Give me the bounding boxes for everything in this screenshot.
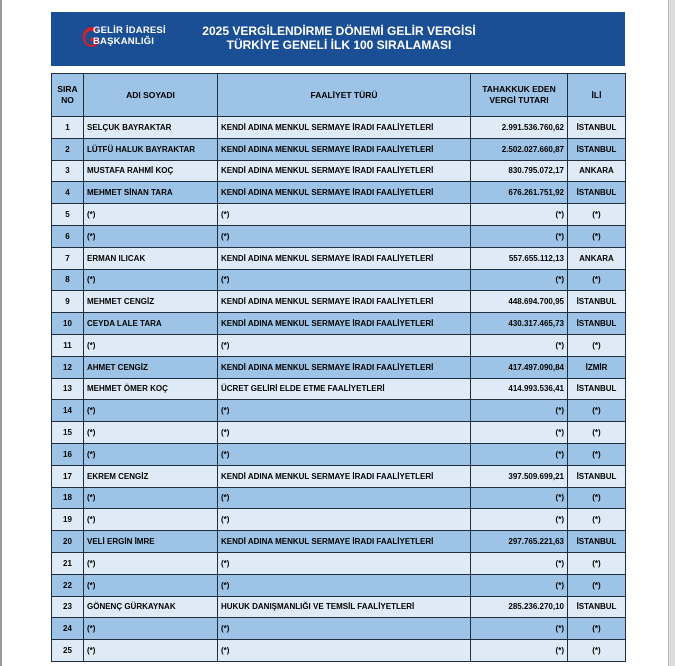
activity-cell: (*) xyxy=(218,400,471,422)
amount-cell: 417.497.090,84 xyxy=(471,356,568,378)
city-cell: (*) xyxy=(568,334,626,356)
logo-line-1: GELİR İDARESİ xyxy=(93,25,166,36)
amount-cell: (*) xyxy=(471,400,568,422)
city-cell: (*) xyxy=(568,574,626,596)
amount-cell: 414.993.536,41 xyxy=(471,378,568,400)
city-cell: ANKARA xyxy=(568,160,626,182)
name-cell: (*) xyxy=(84,204,218,226)
amount-cell: (*) xyxy=(471,509,568,531)
name-cell: VELİ ERGİN İMRE xyxy=(84,531,218,553)
amount-cell: 297.765.221,63 xyxy=(471,531,568,553)
rank-cell: 17 xyxy=(52,465,84,487)
page-right-edge xyxy=(668,0,675,666)
name-cell: (*) xyxy=(84,400,218,422)
amount-cell: (*) xyxy=(471,225,568,247)
city-cell: (*) xyxy=(568,487,626,509)
title-line-2: TÜRKİYE GENELİ İLK 100 SIRALAMASI xyxy=(226,38,452,52)
column-header-city: İLİ xyxy=(568,74,626,117)
name-cell: (*) xyxy=(84,552,218,574)
rank-cell: 19 xyxy=(52,509,84,531)
name-cell: (*) xyxy=(84,269,218,291)
ranking-table xyxy=(51,73,626,662)
name-cell: (*) xyxy=(84,422,218,444)
rank-cell: 1 xyxy=(52,117,84,139)
amount-cell: 557.655.112,13 xyxy=(471,247,568,269)
amount-cell: (*) xyxy=(471,552,568,574)
rank-cell: 25 xyxy=(52,640,84,662)
table-row xyxy=(52,596,626,618)
city-cell: İSTANBUL xyxy=(568,291,626,313)
table-row xyxy=(52,356,626,378)
name-cell: (*) xyxy=(84,574,218,596)
name-cell: MUSTAFA RAHMİ KOÇ xyxy=(84,160,218,182)
city-cell: (*) xyxy=(568,269,626,291)
rank-cell: 16 xyxy=(52,443,84,465)
table-row xyxy=(52,574,626,596)
city-cell: (*) xyxy=(568,400,626,422)
rank-cell: 23 xyxy=(52,596,84,618)
activity-cell: (*) xyxy=(218,574,471,596)
city-cell: (*) xyxy=(568,204,626,226)
name-cell: (*) xyxy=(84,509,218,531)
rank-cell: 24 xyxy=(52,618,84,640)
gib-logo xyxy=(79,24,169,56)
name-cell: CEYDA LALE TARA xyxy=(84,313,218,335)
rank-cell: 22 xyxy=(52,574,84,596)
table-body xyxy=(52,117,626,662)
table-row xyxy=(52,400,626,422)
amount-cell: 676.261.751,92 xyxy=(471,182,568,204)
table-row xyxy=(52,487,626,509)
amount-cell: 2.991.536.760,62 xyxy=(471,117,568,139)
activity-cell: KENDİ ADINA MENKUL SERMAYE İRADI FAALİYETLERİ xyxy=(218,138,471,160)
city-cell: (*) xyxy=(568,422,626,444)
amount-cell: 830.795.072,17 xyxy=(471,160,568,182)
activity-cell: (*) xyxy=(218,618,471,640)
column-header-name: ADI SOYADI xyxy=(84,74,218,117)
rank-cell: 3 xyxy=(52,160,84,182)
city-cell: (*) xyxy=(568,552,626,574)
name-cell: LÜTFÜ HALUK BAYRAKTAR xyxy=(84,138,218,160)
rank-cell: 20 xyxy=(52,531,84,553)
rank-cell: 15 xyxy=(52,422,84,444)
name-cell: (*) xyxy=(84,487,218,509)
table-row xyxy=(52,291,626,313)
city-cell: (*) xyxy=(568,443,626,465)
name-cell: GÖNENÇ GÜRKAYNAK xyxy=(84,596,218,618)
activity-cell: KENDİ ADINA MENKUL SERMAYE İRADI FAALİYETLERİ xyxy=(218,313,471,335)
name-cell: AHMET CENGİZ xyxy=(84,356,218,378)
city-cell: (*) xyxy=(568,509,626,531)
activity-cell: HUKUK DANIŞMANLIĞI VE TEMSİL FAALİYETLERİ xyxy=(218,596,471,618)
city-cell: İSTANBUL xyxy=(568,313,626,335)
activity-cell: (*) xyxy=(218,225,471,247)
rank-cell: 6 xyxy=(52,225,84,247)
activity-cell: KENDİ ADINA MENKUL SERMAYE İRADI FAALİYETLERİ xyxy=(218,182,471,204)
rank-cell: 5 xyxy=(52,204,84,226)
table-row xyxy=(52,247,626,269)
name-cell: ERMAN ILICAK xyxy=(84,247,218,269)
city-cell: İSTANBUL xyxy=(568,531,626,553)
activity-cell: (*) xyxy=(218,487,471,509)
amount-cell: (*) xyxy=(471,422,568,444)
name-cell: MEHMET CENGİZ xyxy=(84,291,218,313)
activity-cell: (*) xyxy=(218,552,471,574)
table-row xyxy=(52,160,626,182)
amount-cell: 448.694.700,95 xyxy=(471,291,568,313)
city-cell: İSTANBUL xyxy=(568,138,626,160)
rank-cell: 18 xyxy=(52,487,84,509)
activity-cell: (*) xyxy=(218,422,471,444)
table-row xyxy=(52,443,626,465)
activity-cell: KENDİ ADINA MENKUL SERMAYE İRADI FAALİYETLERİ xyxy=(218,465,471,487)
rank-cell: 14 xyxy=(52,400,84,422)
rank-cell: 11 xyxy=(52,334,84,356)
activity-cell: KENDİ ADINA MENKUL SERMAYE İRADI FAALİYETLERİ xyxy=(218,160,471,182)
name-cell: MEHMET ÖMER KOÇ xyxy=(84,378,218,400)
table-row xyxy=(52,117,626,139)
table-row xyxy=(52,334,626,356)
table-row xyxy=(52,138,626,160)
name-cell: (*) xyxy=(84,618,218,640)
table-row xyxy=(52,640,626,662)
table-row xyxy=(52,182,626,204)
table-row xyxy=(52,509,626,531)
activity-cell: KENDİ ADINA MENKUL SERMAYE İRADI FAALİYETLERİ xyxy=(218,356,471,378)
logo-line-2: BAŞKANLIĞI xyxy=(93,36,155,47)
amount-cell: (*) xyxy=(471,574,568,596)
rank-cell: 9 xyxy=(52,291,84,313)
activity-cell: (*) xyxy=(218,269,471,291)
city-cell: (*) xyxy=(568,618,626,640)
table-row xyxy=(52,531,626,553)
table-row xyxy=(52,269,626,291)
document-title xyxy=(201,24,477,52)
table-row xyxy=(52,465,626,487)
activity-cell: KENDİ ADINA MENKUL SERMAYE İRADI FAALİYETLERİ xyxy=(218,531,471,553)
rank-cell: 21 xyxy=(52,552,84,574)
rank-cell: 2 xyxy=(52,138,84,160)
column-header-rank: SIRA NO xyxy=(52,74,84,117)
name-cell: SELÇUK BAYRAKTAR xyxy=(84,117,218,139)
rank-cell: 12 xyxy=(52,356,84,378)
table-row xyxy=(52,313,626,335)
column-header-amount: TAHAKKUK EDEN VERGİ TUTARI xyxy=(471,74,568,117)
activity-cell: KENDİ ADINA MENKUL SERMAYE İRADI FAALİYETLERİ xyxy=(218,291,471,313)
table-row xyxy=(52,225,626,247)
city-cell: İSTANBUL xyxy=(568,596,626,618)
column-header-activity: FAALİYET TÜRÜ xyxy=(218,74,471,117)
city-cell: İSTANBUL xyxy=(568,182,626,204)
name-cell: MEHMET SİNAN TARA xyxy=(84,182,218,204)
activity-cell: KENDİ ADINA MENKUL SERMAYE İRADI FAALİYETLERİ xyxy=(218,117,471,139)
rank-cell: 10 xyxy=(52,313,84,335)
city-cell: (*) xyxy=(568,225,626,247)
activity-cell: KENDİ ADINA MENKUL SERMAYE İRADI FAALİYETLERİ xyxy=(218,247,471,269)
title-line-1: 2025 VERGİLENDİRME DÖNEMİ GELİR VERGİSİ xyxy=(202,24,476,38)
amount-cell: (*) xyxy=(471,269,568,291)
activity-cell: (*) xyxy=(218,204,471,226)
amount-cell: (*) xyxy=(471,618,568,640)
city-cell: İSTANBUL xyxy=(568,465,626,487)
name-cell: (*) xyxy=(84,640,218,662)
name-cell: (*) xyxy=(84,334,218,356)
rank-cell: 8 xyxy=(52,269,84,291)
activity-cell: ÜCRET GELİRİ ELDE ETME FAALİYETLERİ xyxy=(218,378,471,400)
amount-cell: (*) xyxy=(471,640,568,662)
rank-cell: 4 xyxy=(52,182,84,204)
city-cell: ANKARA xyxy=(568,247,626,269)
rank-cell: 7 xyxy=(52,247,84,269)
city-cell: İSTANBUL xyxy=(568,378,626,400)
activity-cell: (*) xyxy=(218,509,471,531)
logo-text xyxy=(93,25,166,47)
table-row xyxy=(52,552,626,574)
amount-cell: 2.502.027.660,87 xyxy=(471,138,568,160)
document-header xyxy=(51,12,625,66)
table-row xyxy=(52,378,626,400)
activity-cell: (*) xyxy=(218,640,471,662)
activity-cell: (*) xyxy=(218,334,471,356)
amount-cell: 285.236.270,10 xyxy=(471,596,568,618)
amount-cell: (*) xyxy=(471,204,568,226)
city-cell: İZMİR xyxy=(568,356,626,378)
table-row xyxy=(52,422,626,444)
amount-cell: (*) xyxy=(471,334,568,356)
amount-cell: 397.509.699,21 xyxy=(471,465,568,487)
name-cell: EKREM CENGİZ xyxy=(84,465,218,487)
table-row xyxy=(52,204,626,226)
city-cell: İSTANBUL xyxy=(568,117,626,139)
page-left-edge xyxy=(0,0,2,666)
name-cell: (*) xyxy=(84,225,218,247)
name-cell: (*) xyxy=(84,443,218,465)
activity-cell: (*) xyxy=(218,443,471,465)
city-cell: (*) xyxy=(568,640,626,662)
amount-cell: (*) xyxy=(471,487,568,509)
amount-cell: (*) xyxy=(471,443,568,465)
rank-cell: 13 xyxy=(52,378,84,400)
table-row xyxy=(52,618,626,640)
amount-cell: 430.317.465,73 xyxy=(471,313,568,335)
table-header-row xyxy=(52,74,626,117)
